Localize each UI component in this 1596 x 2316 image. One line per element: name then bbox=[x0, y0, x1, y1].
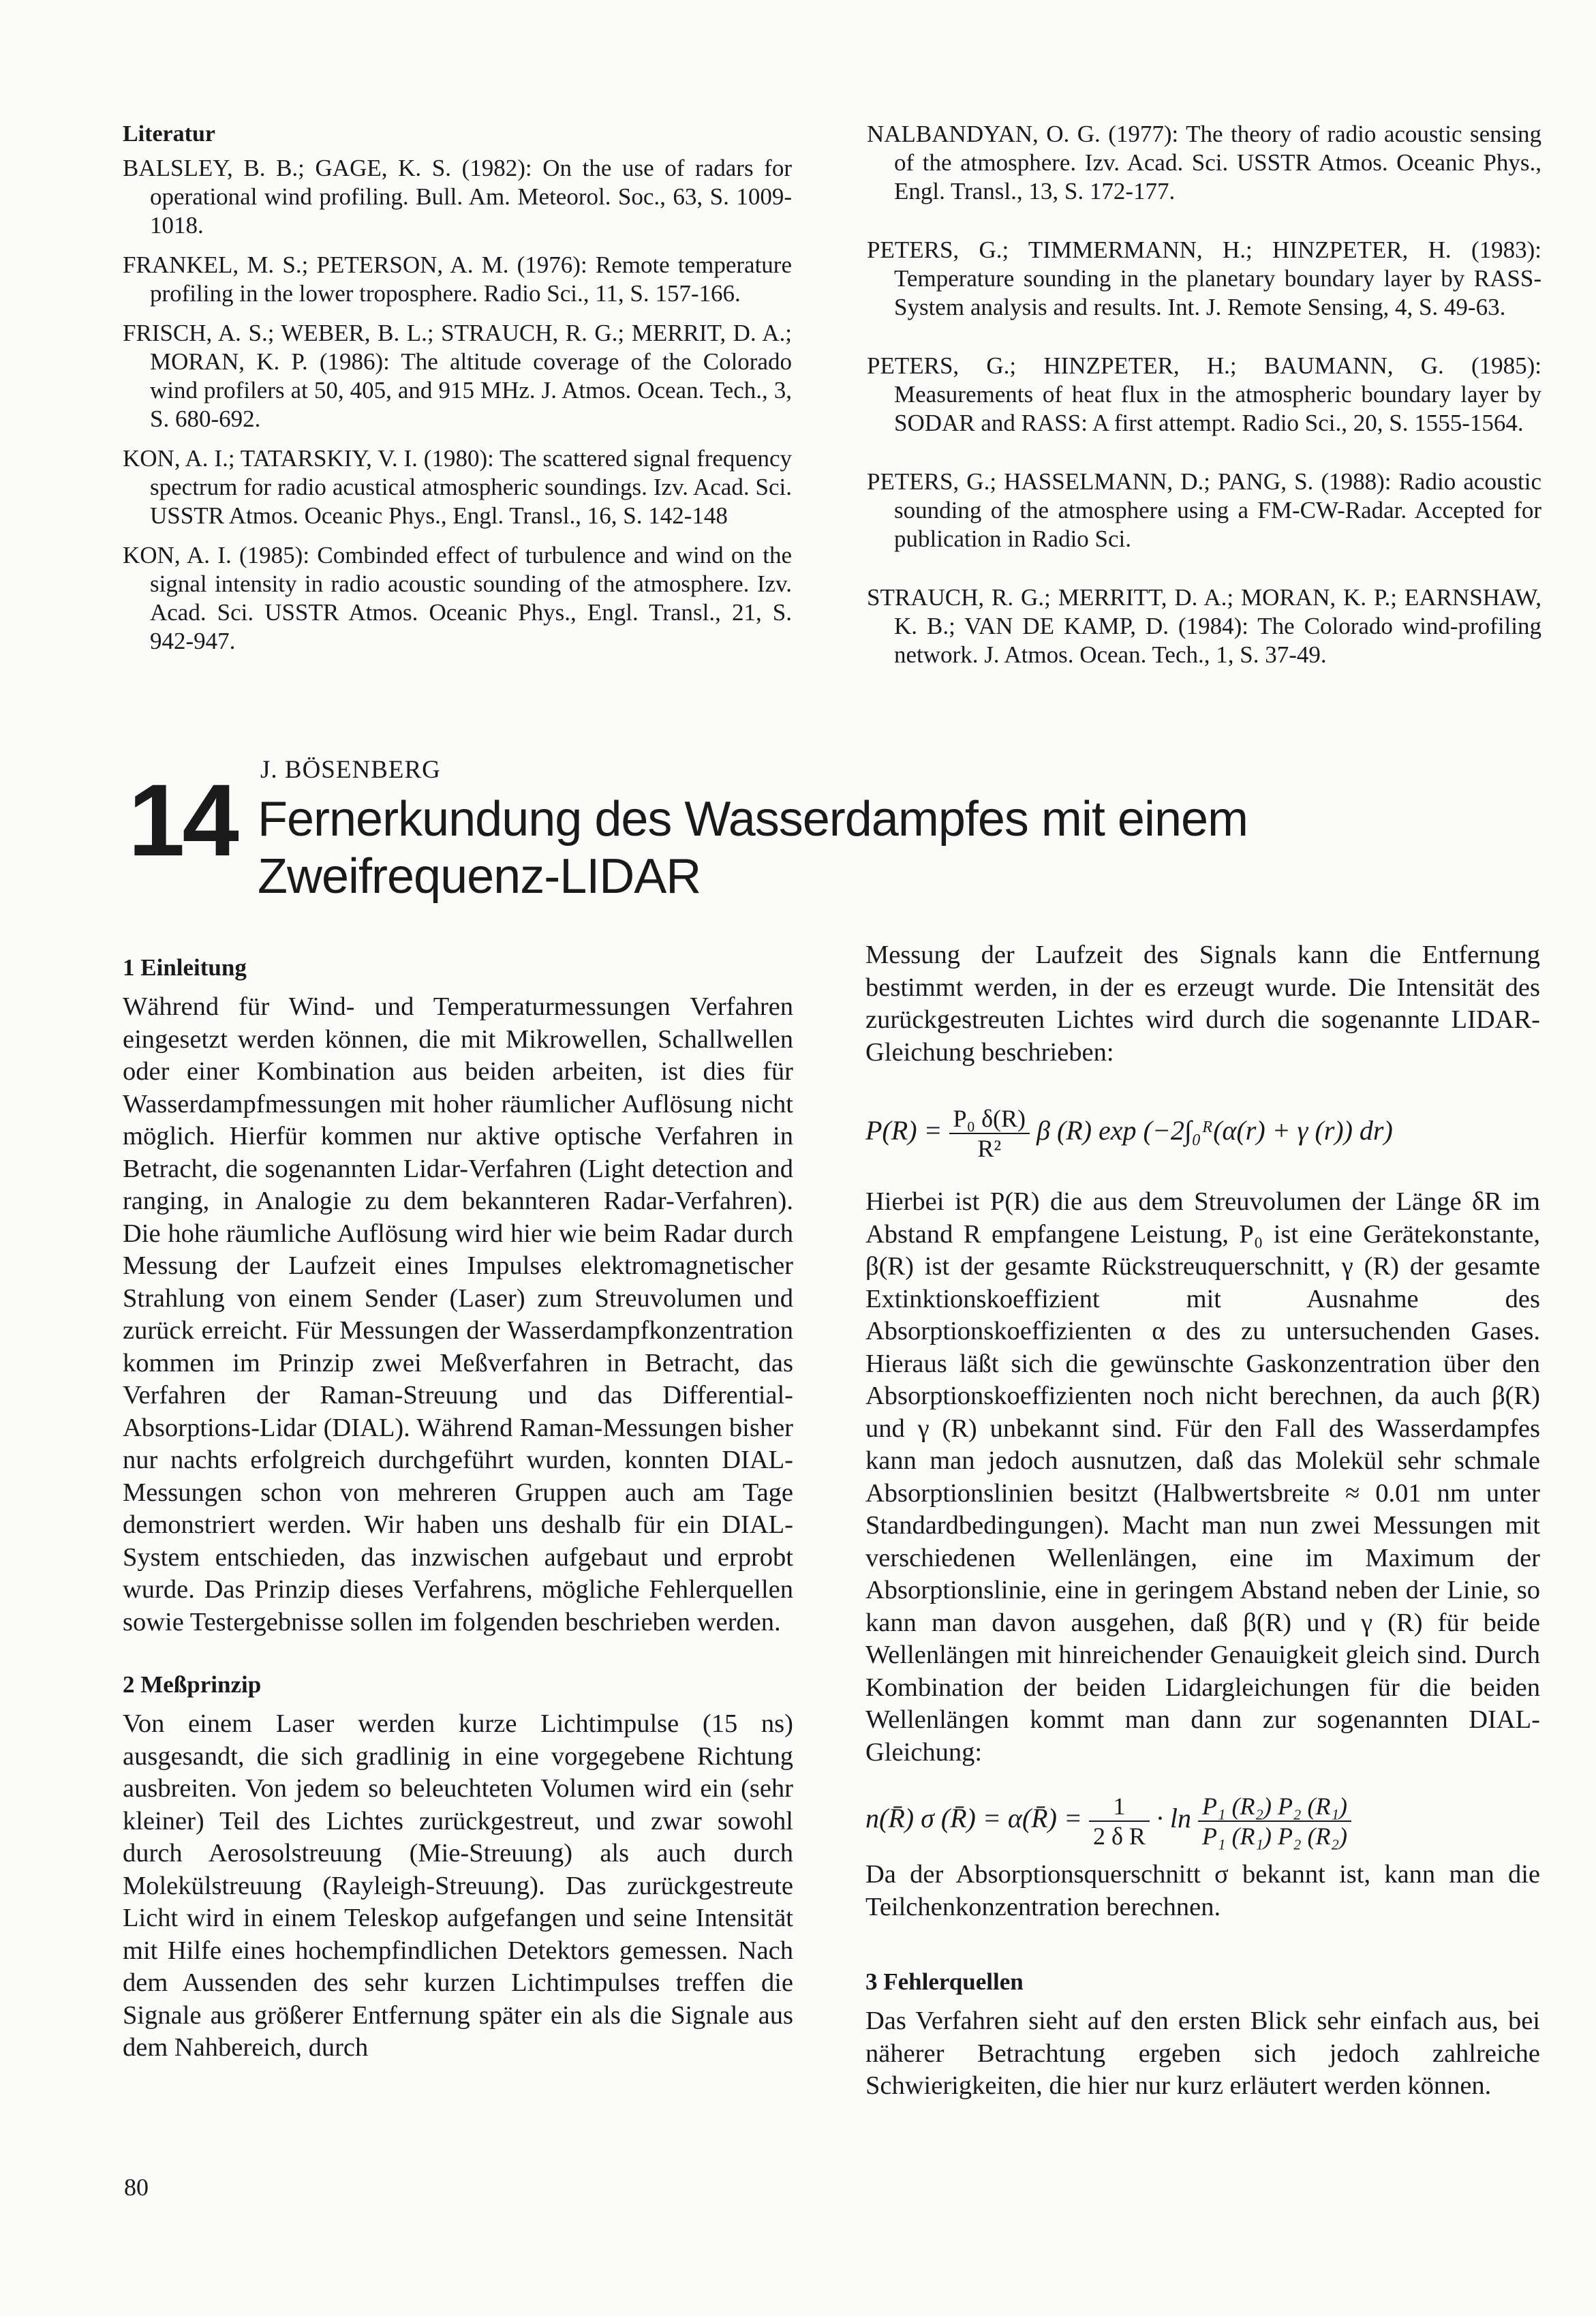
section-heading: 3 Fehlerquellen bbox=[865, 1968, 1024, 1995]
section-heading: 1 Einleitung bbox=[123, 954, 247, 981]
equation-fraction bbox=[1089, 1792, 1150, 1850]
equation-ln: · ln bbox=[1156, 1803, 1192, 1834]
fraction-denominator: 2 δ R bbox=[1092, 1823, 1146, 1850]
reference-item: FRISCH, A. S.; WEBER, B. L.; STRAUCH, R. G.; MERRIT, D. A.; MORAN, K. P. (1986): The altitude coverage of the Colorado wind profilers at 50, 405, and 915 MHz. J. Atmos. Ocean. Tech., 3, S. 680-692. bbox=[123, 320, 792, 432]
chapter-number: 14 bbox=[128, 763, 236, 877]
equation-lhs: P(R) = bbox=[865, 1115, 942, 1146]
fraction-denominator: P₁ (R₁) P₂ (R₂) bbox=[1202, 1823, 1348, 1850]
fraction-numerator: P₁ (R₂) P₂ (R₁) bbox=[1198, 1792, 1351, 1822]
reference-item: NALBANDYAN, O. G. (1977): The theory of radio acoustic sensing of the atmosphere. Izv. Acad. Sci. USSTR Atmos. Oceanic Phys., Engl. Transl., 13, S. 172-177. bbox=[867, 121, 1541, 204]
fraction-denominator: R² bbox=[977, 1135, 1002, 1162]
paragraph: Messung der Laufzeit des Signals kann die Entfernung bestimmt werden, in der es erzeugt wurde. Die Intensität des zurückgestreuten Lichtes wird durch die sogenannte LIDAR-Gleichung beschrieben: bbox=[865, 941, 1540, 1067]
body-right-column bbox=[865, 939, 1540, 2103]
chapter-author: J. BÖSENBERG bbox=[260, 756, 441, 784]
page-number: 80 bbox=[124, 2174, 149, 2201]
fraction-numerator: 1 bbox=[1089, 1792, 1150, 1822]
section-heading: 2 Meßprinzip bbox=[123, 1671, 262, 1698]
paragraph: Hierbei ist P(R) die aus dem Streuvolumen der Länge δR im Abstand R empfangene Leistung, P₀ ist eine Gerätekonstante, β(R) ist der gesamte Rückstreuquerschnitt, γ (R) der gesamte Extinktionskoeffizient mit Ausnahme des Absorptionskoeffizienten α des zu untersuchenden Gases. Hieraus läßt sich die gewünschte Gaskonzentration über den Absorptionskoeffizienten noch nicht berechnen, da auch β(R) und γ (R) unbekannt sind. Für den Fall des Wasserdampfes kann man jedoch ausnutzen, daß das Molekül sehr schmale Absorptionslinien besitzt (Halbwertsbreite ≈ 0.01 nm unter Standardbedingungen). Macht man nun zwei Messungen mit verschiedenen Wellenlängen, eine im Maximum der Absorptionslinie, eine in geringem Abstand neben der Linie, so kann man davon ausgehen, daß β(R) und γ (R) für beide Wellenlängen mit hinreichender Genauigkeit gleich sind. Durch Kombination der beiden Lidargleichungen für die beiden Wellenlängen kommt man dann zur sogenannten DIAL-Gleichung: bbox=[865, 1187, 1540, 1767]
literature-heading: Literatur bbox=[123, 121, 215, 147]
equation-rest: β (R) exp (−2∫₀ᴿ(α(r) + γ (r)) dr) bbox=[1037, 1115, 1393, 1146]
equation-lhs: n(R̄) σ (R̄) = α(R̄) = bbox=[865, 1803, 1082, 1834]
chapter-title-line: Zweifrequenz-LIDAR bbox=[258, 849, 701, 904]
reference-item: PETERS, G.; HINZPETER, H.; BAUMANN, G. (1985): Measurements of heat flux in the atmospheric boundary layer by SODAR and RASS: A first attempt. Radio Sci., 20, S. 1555-1564. bbox=[867, 352, 1541, 436]
reference-item: PETERS, G.; TIMMERMANN, H.; HINZPETER, H. (1983): Temperature sounding in the planetary boundary layer by RASS-System analysis and results. Int. J. Remote Sensing, 4, S. 49-63. bbox=[867, 237, 1541, 320]
paragraph: Da der Absorptionsquerschnitt σ bekannt ist, kann man die Teilchenkonzentration berechnen. bbox=[865, 1860, 1540, 1921]
lidar-equation bbox=[865, 1104, 1540, 1163]
literature-left-column bbox=[123, 121, 792, 667]
reference-item: KON, A. I.; TATARSKIY, V. I. (1980): The scattered signal frequency spectrum for radio acustical atmospheric soundings. Izv. Acad. Sci. USSTR Atmos. Oceanic Phys., Engl. Transl., 16, S. 142-148 bbox=[123, 445, 792, 529]
section-text: Das Verfahren sieht auf den ersten Blick sehr einfach aus, bei näherer Betrachtung ergeben sich jedoch zahlreiche Schwierigkeiten, die hier nur kurz erläutert werden können. bbox=[865, 2007, 1540, 2100]
body-left-column bbox=[123, 953, 793, 2064]
chapter-title bbox=[258, 791, 1416, 905]
dial-equation bbox=[865, 1792, 1540, 1850]
fraction-numerator: P₀ δ(R) bbox=[949, 1104, 1030, 1134]
reference-item: BALSLEY, B. B.; GAGE, K. S. (1982): On the use of radars for operational wind profiling. Bull. Am. Meteorol. Soc., 63, S. 1009-1018. bbox=[123, 155, 792, 239]
equation-fraction bbox=[1198, 1792, 1351, 1850]
equation-fraction bbox=[949, 1104, 1030, 1163]
reference-item: PETERS, G.; HASSELMANN, D.; PANG, S. (1988): Radio acoustic sounding of the atmosphere using a FM-CW-Radar. Accepted for publication in Radio Sci. bbox=[867, 468, 1541, 552]
section-text: Von einem Laser werden kurze Lichtimpulse (15 ns) ausgesandt, die sich gradlinig in eine vorgegebene Richtung ausbreiten. Von jedem so beleuchteten Volumen wird ein (sehr kleiner) Teil des Lichtes zurückgestreut, und zwar sowohl durch Aerosolstreuung (Mie-Streuung) als auch durch Molekülstreuung (Rayleigh-Streuung). Das zurückgestreute Licht wird in einem Teleskop aufgefangen und seine Intensität mit Hilfe eines hochempfindlichen Detektors gemessen. Nach dem Aussenden des sehr kurzen Lichtimpulses treffen die Signale aus größerer Entfernung später ein als die Signale aus dem Nahbereich, durch bbox=[123, 1709, 793, 2062]
reference-item: KON, A. I. (1985): Combinded effect of turbulence and wind on the signal intensity in radio acoustic sounding of the atmosphere. Izv. Acad. Sci. USSTR Atmos. Oceanic Phys., Engl. Transl., 21, S. 942-947. bbox=[123, 542, 792, 654]
literature-right-column bbox=[867, 120, 1541, 699]
chapter-title-line: Fernerkundung des Wasserdampfes mit einem bbox=[258, 792, 1248, 847]
reference-item: FRANKEL, M. S.; PETERSON, A. M. (1976): Remote temperature profiling in the lower troposphere. Radio Sci., 11, S. 157-166. bbox=[123, 252, 792, 307]
reference-item: STRAUCH, R. G.; MERRITT, D. A.; MORAN, K. P.; EARNSHAW, K. B.; VAN DE KAMP, D. (1984): The Colorado wind-profiling network. J. Atmos. Ocean. Tech., 1, S. 37-49. bbox=[867, 584, 1541, 668]
section-text: Während für Wind- und Temperaturmessungen Verfahren eingesetzt werden können, die mit Mikrowellen, Schallwellen oder einer Kombination aus beiden arbeiten, ist dies für Wasserdampfmessungen mit hoher räumlicher Auflösung nicht möglich. Hierfür kommen nur aktive optische Verfahren in Betracht, die sogenannten Lidar-Verfahren (Light detection and ranging, in Analogie zu dem bekannteren Radar-Verfahren). Die hohe räumliche Auflösung wird hier wie beim Radar durch Messung der Laufzeit eines Impulses elektromagnetischer Strahlung von einem Sender (Laser) zum Streuvolumen und zurück erreicht. Für Messungen der Wasserdampfkonzentration kommen im Prinzip zwei Meßverfahren in Betracht, das Verfahren der Raman-Streuung und das Differential-Absorptions-Lidar (DIAL). Während Raman-Messungen bisher nur nachts erfolgreich durchgeführt wurden, konnten DIAL-Messungen schon von mehreren Gruppen auch am Tage demonstriert werden. Wir haben uns deshalb für ein DIAL-System entschieden, das inzwischen aufgebaut und erprobt wurde. Das Prinzip dieses Verfahrens, mögliche Fehlerquellen sowie Testergebnisse sollen im folgenden beschrieben werden. bbox=[123, 992, 793, 1636]
